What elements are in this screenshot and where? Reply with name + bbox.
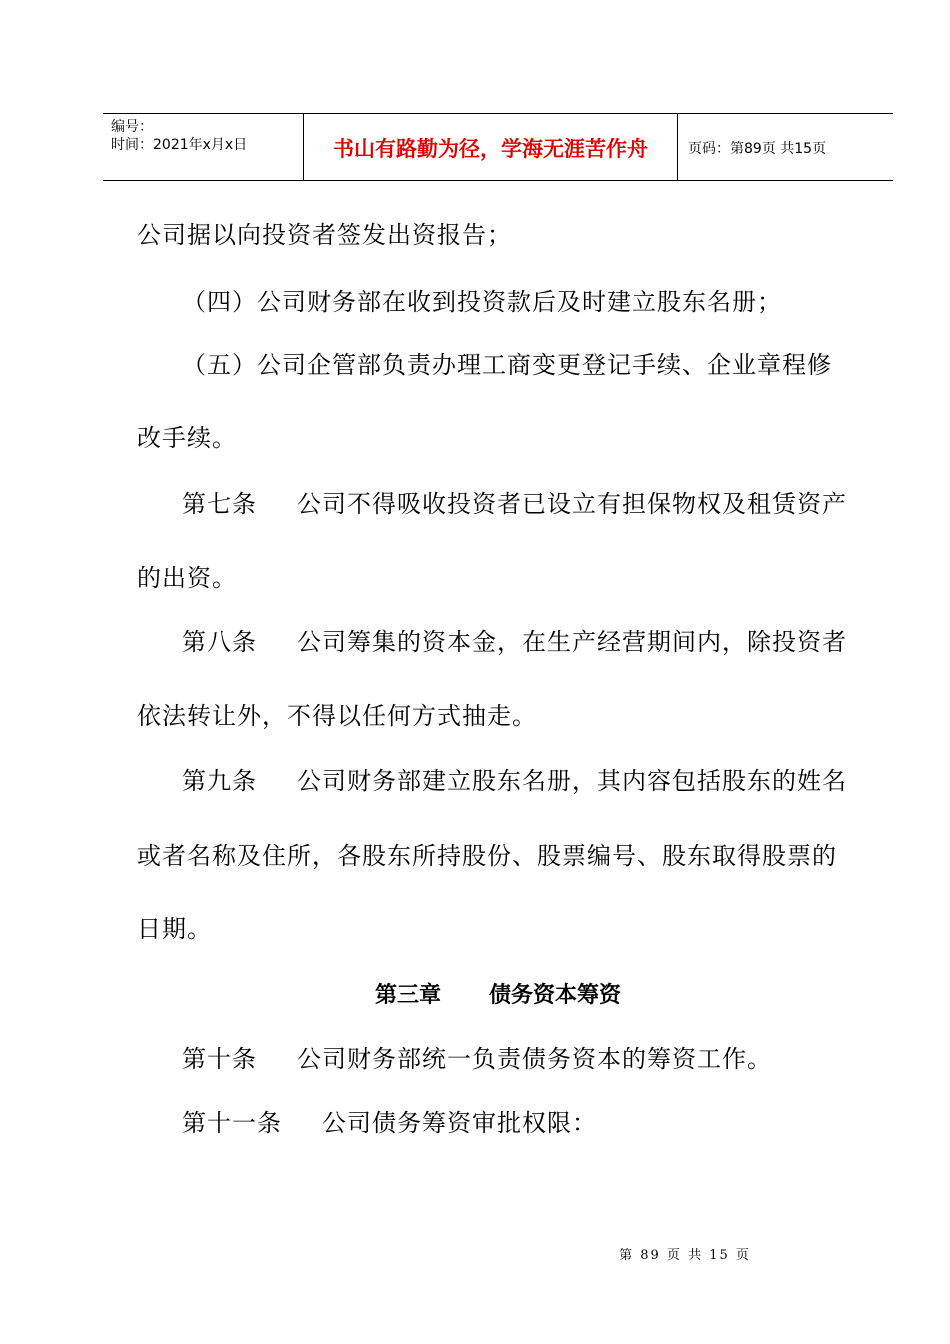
time-label: 时间：2021年x月x日 bbox=[111, 137, 248, 153]
article-label: 第九条 bbox=[182, 767, 257, 795]
body-line: 的出资。 bbox=[137, 564, 237, 592]
page-footer: 第 89 页 共 15 页 bbox=[619, 1248, 751, 1263]
body-line: （四）公司财务部在收到投资款后及时建立股东名册； bbox=[182, 288, 782, 316]
article-label: 第十条 bbox=[182, 1045, 257, 1073]
body-line: （五）公司企管部负责办理工商变更登记手续、企业章程修 bbox=[182, 351, 832, 379]
article-text: 公司债务筹资审批权限： bbox=[322, 1109, 597, 1137]
body-line: 改手续。 bbox=[137, 424, 237, 452]
header-motto: 书山有路勤为径，学海无涯苦作舟 bbox=[304, 114, 678, 180]
body-line: 依法转让外，不得以任何方式抽走。 bbox=[137, 702, 537, 730]
document-header bbox=[103, 113, 893, 181]
body-line: 或者名称及住所，各股东所持股份、股票编号、股东取得股票的 bbox=[137, 842, 837, 870]
article-10 bbox=[182, 1044, 772, 1074]
article-text: 公司财务部统一负责债务资本的筹资工作。 bbox=[297, 1045, 772, 1073]
chapter-heading bbox=[0, 981, 950, 1011]
body-line: 公司据以向投资者签发出资报告； bbox=[137, 221, 512, 249]
chapter-title: 债务资本筹资 bbox=[489, 983, 622, 1008]
article-label: 第八条 bbox=[182, 628, 257, 656]
header-info-cell bbox=[103, 114, 304, 180]
body-line: 日期。 bbox=[137, 915, 212, 943]
chapter-label: 第三章 bbox=[374, 983, 441, 1008]
header-page-label: 页码：第89页 共15页 bbox=[688, 141, 827, 157]
article-7 bbox=[182, 489, 847, 519]
number-label: 编号： bbox=[111, 119, 153, 135]
article-label: 第七条 bbox=[182, 490, 257, 518]
article-label: 第十一条 bbox=[182, 1109, 282, 1137]
article-text: 公司筹集的资本金，在生产经营期间内，除投资者 bbox=[297, 628, 847, 656]
article-8 bbox=[182, 627, 847, 657]
article-9 bbox=[182, 766, 847, 796]
article-text: 公司不得吸收投资者已设立有担保物权及租赁资产 bbox=[297, 490, 847, 518]
article-11 bbox=[182, 1108, 597, 1138]
article-text: 公司财务部建立股东名册，其内容包括股东的姓名 bbox=[297, 767, 847, 795]
